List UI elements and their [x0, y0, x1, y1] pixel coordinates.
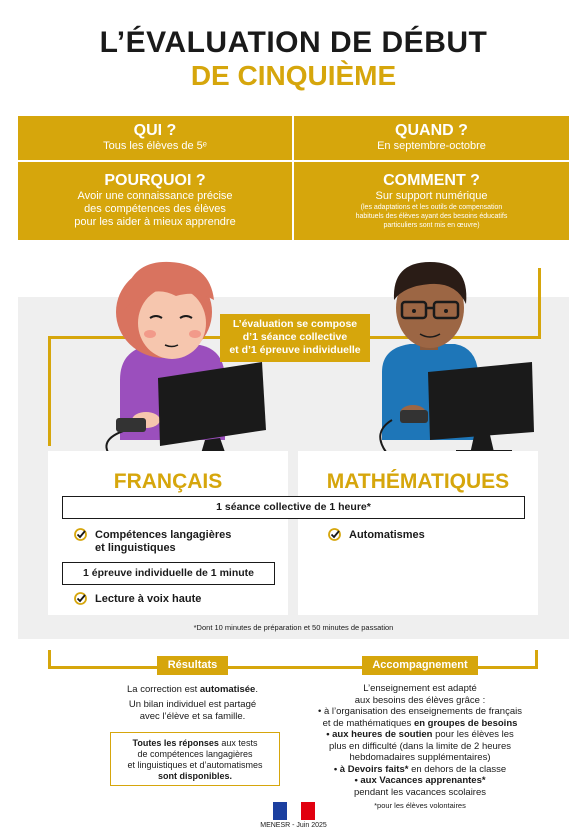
accompagnement-text	[300, 683, 540, 812]
acc-bold: • à Devoirs faits*	[333, 763, 409, 775]
responses-line	[111, 771, 279, 782]
resultats-text-part: .	[255, 684, 258, 695]
accompagnement-tag: Accompagnement	[362, 656, 478, 675]
quand-text: En septembre-octobre	[377, 140, 486, 152]
republique-logo	[273, 802, 315, 820]
maths-title: MATHÉMATIQUES	[326, 470, 510, 493]
responses-line: et linguistiques et d’automatismes	[127, 760, 263, 770]
responses-bold: sont disponibles.	[157, 771, 232, 781]
responses-box	[110, 732, 280, 786]
acc-line: plus en difficulté (dans la limite de 2 heures	[328, 740, 511, 752]
evaluation-composition	[220, 314, 370, 362]
comment-text: Sur support numérique	[375, 190, 488, 202]
acc-line	[300, 764, 540, 776]
pourquoi-heading: POURQUOI ?	[104, 172, 206, 189]
page-title: L’ÉVALUATION DE DÉBUT	[99, 26, 488, 59]
resultats-bilan	[90, 699, 295, 722]
acc-bold: • aux heures de soutien	[326, 729, 433, 740]
acc-part: en dehors de la classe	[408, 763, 507, 775]
resultats-text-part: La correction est	[127, 684, 200, 695]
acc-line: aux besoins des élèves grâce :	[354, 694, 486, 706]
bilan-line: avec l’élève et sa famille.	[139, 710, 246, 722]
skill-item: Lecture à voix haute	[95, 593, 202, 605]
pourquoi-line: Avoir une connaissance précise	[77, 190, 233, 202]
check-icon	[74, 592, 87, 605]
resultats-text-bold: automatisée	[199, 684, 256, 695]
acc-line	[300, 775, 540, 787]
comment-heading: COMMENT ?	[383, 172, 480, 189]
acc-note: *pour les élèves volontaires	[374, 801, 466, 810]
responses-part: aux tests	[218, 738, 258, 748]
acc-bold: en groupes de besoins	[413, 717, 518, 729]
acc-line	[300, 729, 540, 741]
seance-box: 1 séance collective de 1 heure*	[62, 496, 525, 519]
connector-line	[535, 650, 538, 669]
acc-line	[300, 718, 540, 730]
check-icon	[328, 528, 341, 541]
responses-bold: Toutes les réponses	[132, 738, 219, 748]
composition-line: d’1 séance collective	[242, 331, 348, 343]
quand-heading: QUAND ?	[395, 122, 468, 139]
resultats-text	[90, 684, 295, 696]
responses-line: de compétences langagières	[137, 749, 253, 759]
resultats-tag: Résultats	[157, 656, 228, 675]
acc-part: pour les élèves les	[432, 729, 514, 740]
francais-title: FRANÇAIS	[113, 470, 223, 493]
footnote: *Dont 10 minutes de préparation et 50 minutes de passation	[193, 623, 394, 632]
skill-line: Compétences langagières	[95, 529, 232, 541]
skill-line: et linguistiques	[95, 542, 176, 554]
skill-item	[95, 529, 231, 555]
acc-line: hebdomadaires supplémentaires)	[349, 752, 491, 763]
acc-bold: • aux Vacances apprenantes*	[354, 775, 486, 786]
acc-line: pendant les vacances scolaires	[353, 786, 487, 798]
page-subtitle: DE CINQUIÈME	[190, 60, 397, 91]
acc-line: L’enseignement est adapté	[363, 683, 477, 694]
acc-line: • à l’organisation des enseignements de français	[317, 706, 522, 717]
credit-text: MENESR - Juin 2025	[260, 822, 327, 829]
check-icon	[74, 528, 87, 541]
skill-item: Automatismes	[349, 529, 425, 541]
pourquoi-line: des compétences des élèves	[84, 203, 226, 215]
comment-note: particuliers sont mis en œuvre)	[383, 222, 480, 229]
comment-note: (les adaptations et les outils de compensation	[360, 204, 503, 211]
comment-note: habituels des élèves ayant des besoins éducatifs	[355, 213, 508, 220]
composition-line: et d’1 épreuve individuelle	[229, 344, 361, 356]
pourquoi-line: pour les aider à mieux apprendre	[74, 216, 236, 228]
qui-heading: QUI ?	[133, 122, 177, 139]
composition-line: L’évaluation se compose	[232, 318, 358, 330]
bilan-line: Un bilan individuel est partagé	[128, 699, 257, 710]
qui-text: Tous les élèves de 5ᵉ	[103, 140, 207, 152]
responses-line	[111, 738, 279, 749]
acc-part: et de mathématiques	[322, 717, 414, 729]
epreuve-box: 1 épreuve individuelle de 1 minute	[62, 562, 275, 585]
